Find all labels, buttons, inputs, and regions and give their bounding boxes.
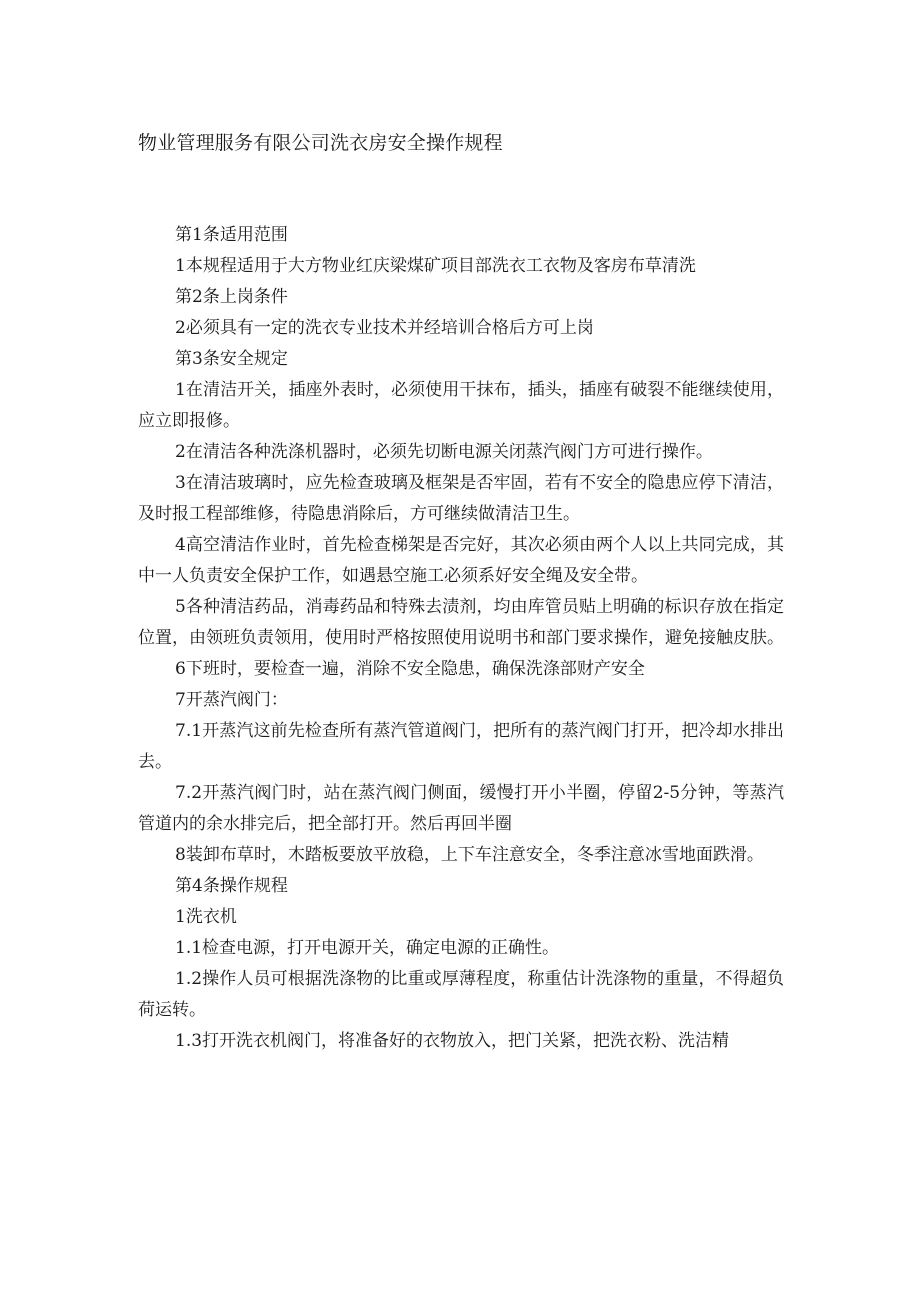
paragraph: 5各种清洁药品，消毒药品和特殊去渍剂，均由库管员贴上明确的标识存放在指定位置，由领班负责领用，使用时严格按照使用说明书和部门要求操作，避免接触皮肤。 — [138, 597, 784, 648]
document-title: 物业管理服务有限公司洗衣房安全操作规程 — [138, 132, 503, 154]
paragraph: 6下班时，要检查一遍，消除不安全隐患，确保洗涤部财产安全 — [175, 659, 645, 679]
article-1-heading: 第1条适用范围 — [175, 225, 288, 245]
paragraph: 3在清洁玻璃时，应先检查玻璃及框架是否牢固，若有不安全的隐患应停下清洁，及时报工程部维修，待隐患消除后，方可继续做清洁卫生。 — [138, 473, 784, 524]
article-2-heading: 第2条上岗条件 — [175, 287, 288, 307]
paragraph: 8装卸布草时，木踏板要放平放稳，上下车注意安全，冬季注意冰雪地面跌滑。 — [175, 845, 764, 865]
paragraph: 7开蒸汽阀门： — [175, 690, 288, 710]
paragraph: 2必须具有一定的洗衣专业技术并经培训合格后方可上岗 — [175, 318, 594, 338]
paragraph: 4高空清洁作业时，首先检查梯架是否完好，其次必须由两个人以上共同完成，其中一人负责安全保护工作，如遇悬空施工必须系好安全绳及安全带。 — [138, 535, 784, 586]
paragraph: 2在清洁各种洗涤机器时，必须先切断电源关闭蒸汽阀门方可进行操作。 — [175, 442, 713, 462]
article-4-heading: 第4条操作规程 — [175, 876, 288, 896]
paragraph: 7.2开蒸汽阀门时，站在蒸汽阀门侧面，缓慢打开小半圈，停留2-5分钟，等蒸汽管道内的余水排完后，把全部打开。然后再回半圈 — [138, 783, 784, 834]
paragraph: 1洗衣机 — [175, 907, 237, 927]
paragraph: 1.2操作人员可根据洗涤物的比重或厚薄程度，称重估计洗涤物的重量，不得超负荷运转。 — [138, 969, 784, 1020]
paragraph: 1.3打开洗衣机阀门，将准备好的衣物放入，把门关紧，把洗衣粉、洗洁精 — [175, 1031, 730, 1051]
paragraph: 7.1开蒸汽这前先检查所有蒸汽管道阀门，把所有的蒸汽阀门打开，把冷却水排出去。 — [138, 721, 784, 772]
paragraph: 1.1检查电源，打开电源开关，确定电源的正确性。 — [175, 938, 560, 958]
document-body — [138, 220, 784, 1057]
article-3-heading: 第3条安全规定 — [175, 349, 288, 369]
paragraph: 1本规程适用于大方物业红庆梁煤矿项目部洗衣工衣物及客房布草清洗 — [175, 256, 696, 276]
paragraph: 1在清洁开关，插座外表时，必须使用干抹布，插头，插座有破裂不能继续使用，应立即报修。 — [138, 380, 784, 431]
